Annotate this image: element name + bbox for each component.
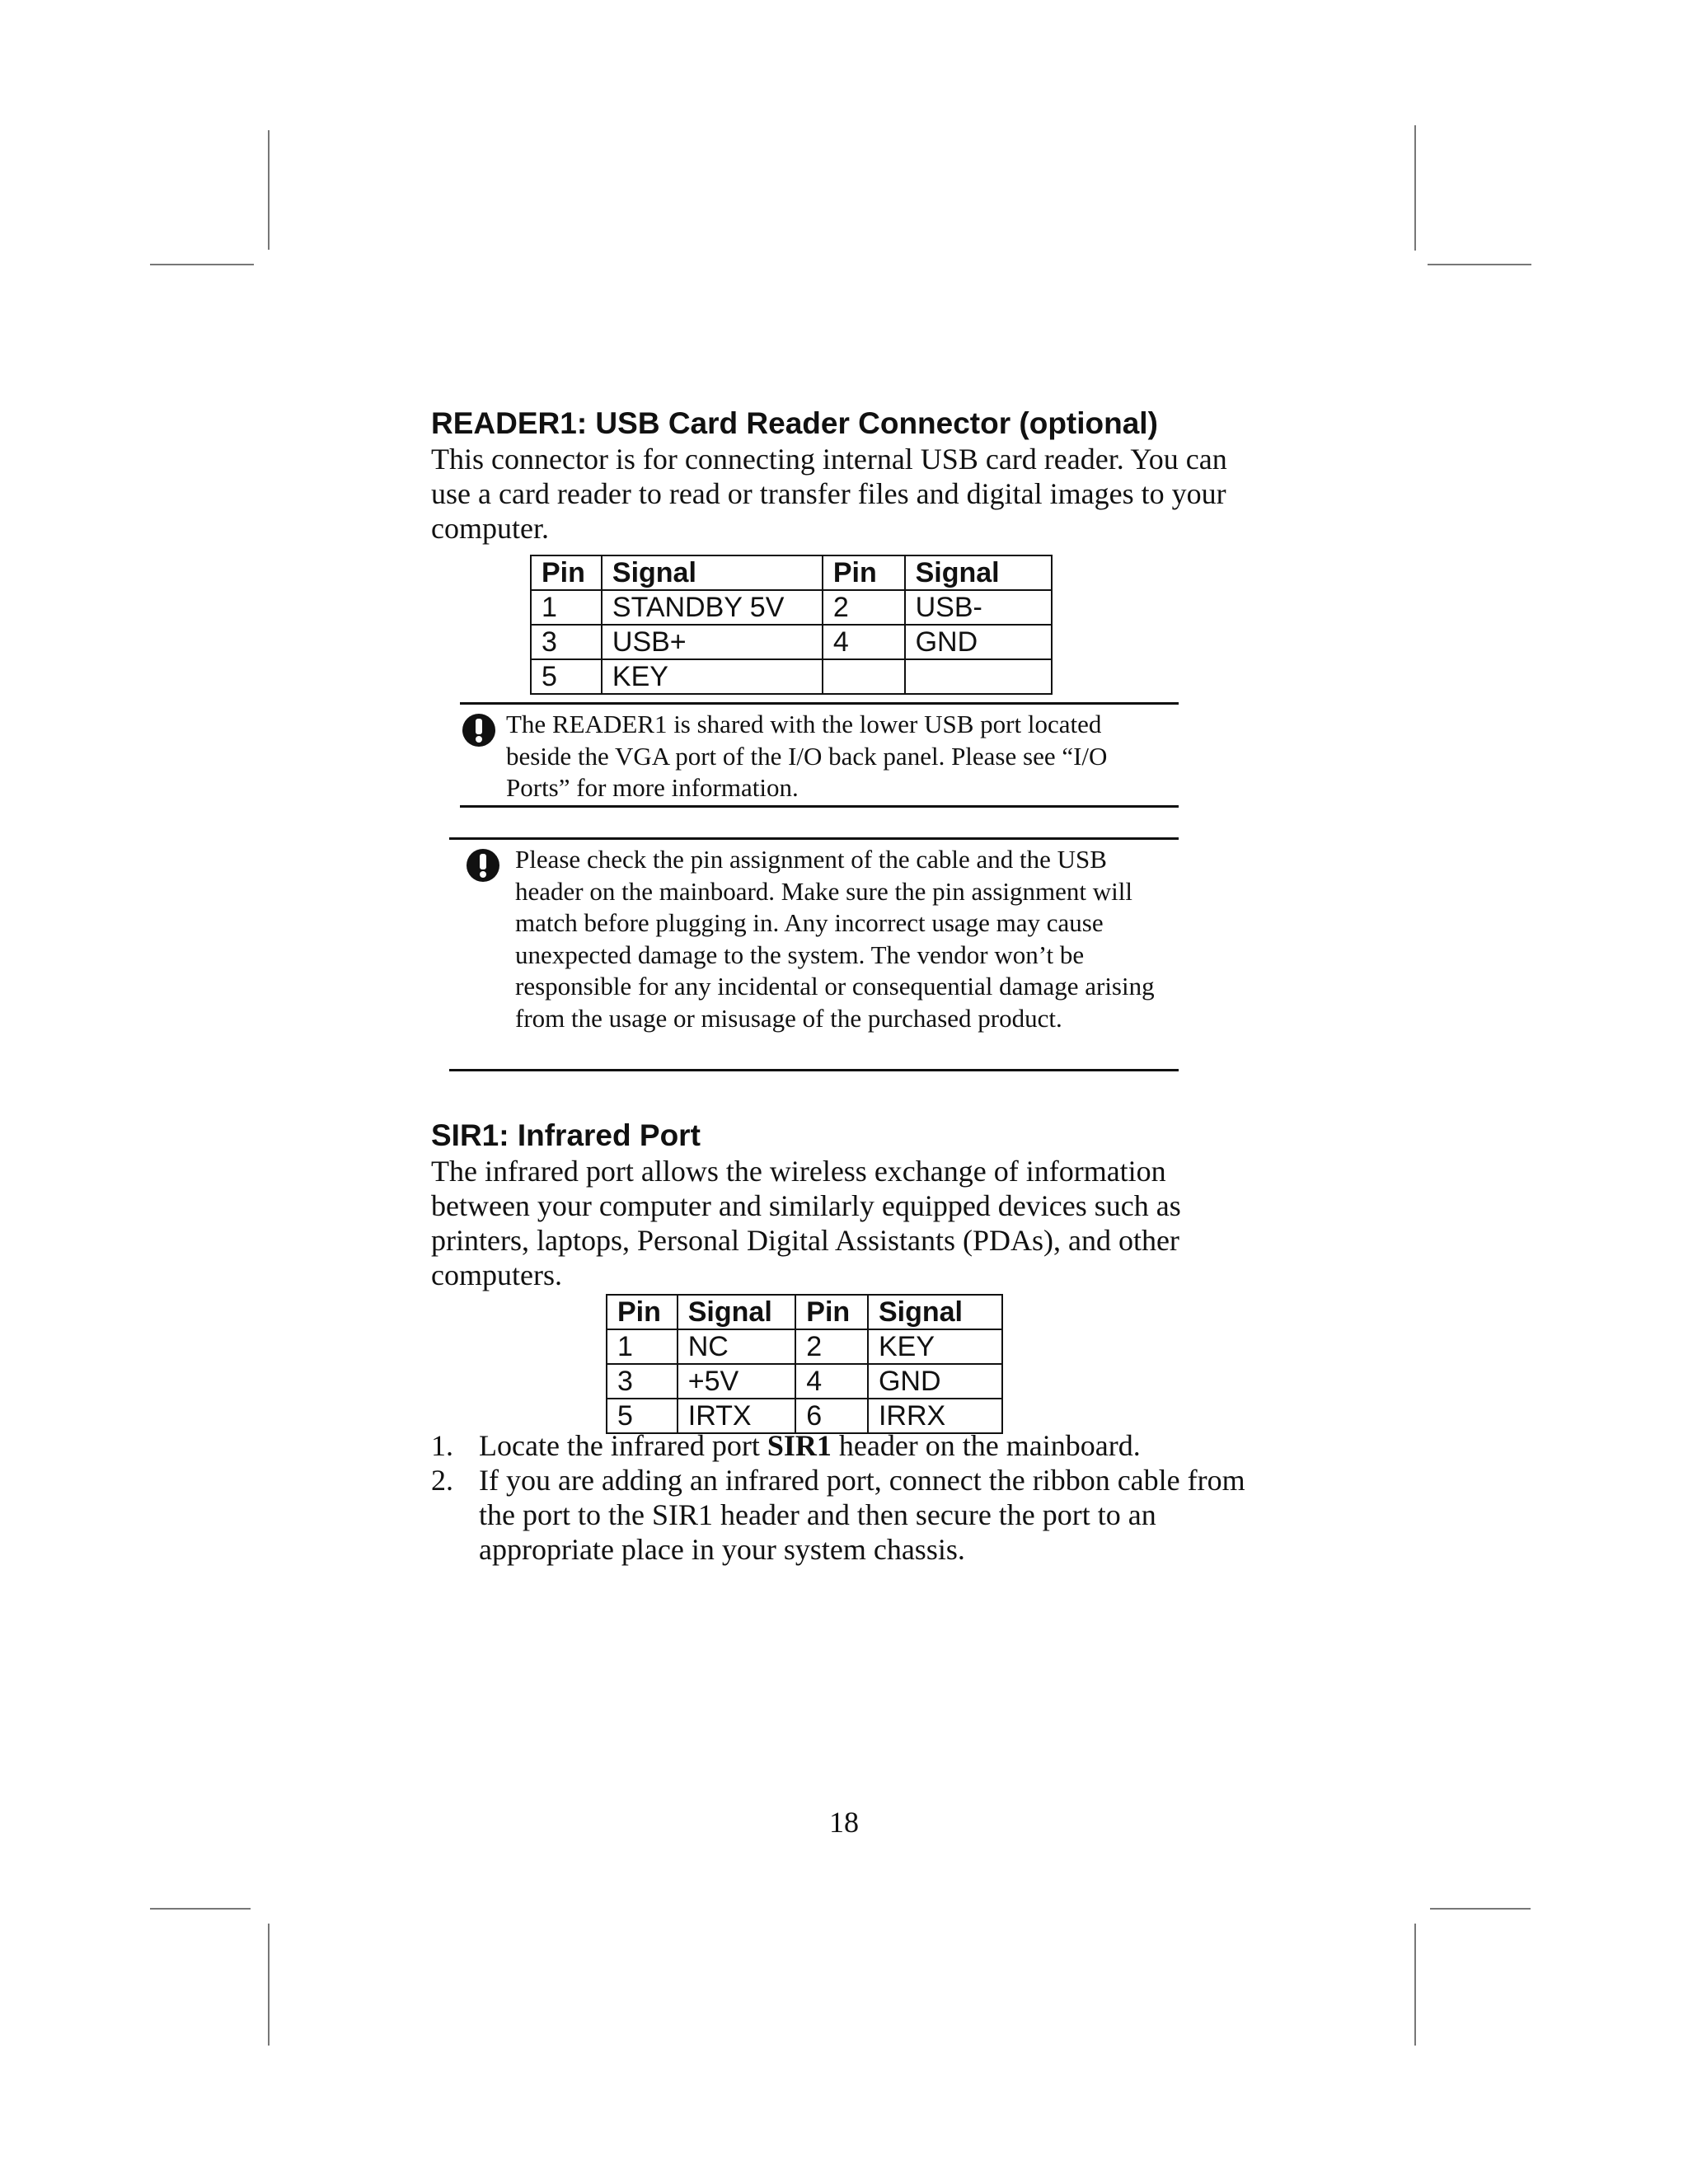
table-cell: KEY [602, 659, 823, 694]
table-cell: +5V [678, 1364, 796, 1399]
table-header-cell: Pin [823, 555, 905, 590]
crop-mark [1428, 264, 1531, 265]
table-row [531, 625, 1052, 659]
table-row [531, 659, 1052, 694]
crop-mark [268, 1924, 270, 2046]
list-item [431, 1428, 1255, 1463]
exclamation-icon [462, 713, 496, 748]
crop-mark [150, 264, 254, 265]
table-header-row [531, 555, 1052, 590]
step-text: If you are adding an infrared port, connect the ribbon cable from the port to the SIR1 header and then secure the port to an appropriate place in your system chassis. [479, 1464, 1245, 1566]
table-cell: 5 [531, 659, 602, 694]
crop-mark [150, 1908, 251, 1910]
note-text: The READER1 is shared with the lower USB port located beside the VGA port of the I/O back panel. Please see “I/O Ports” for more information. [506, 710, 1108, 802]
table-cell: 2 [823, 590, 905, 625]
crop-mark [268, 130, 270, 250]
table-cell: USB- [905, 590, 1052, 625]
table-cell [823, 659, 905, 694]
exclamation-icon [466, 848, 500, 883]
crop-mark [1414, 1924, 1416, 2046]
crop-mark [1414, 125, 1416, 251]
table-cell: USB+ [602, 625, 823, 659]
reader1-section [431, 405, 1255, 546]
table-cell: IRRX [868, 1399, 1002, 1433]
table-row [607, 1364, 1002, 1399]
table-cell: 1 [607, 1329, 678, 1364]
table-cell: 4 [795, 1364, 868, 1399]
table-cell: 3 [607, 1364, 678, 1399]
list-item [431, 1463, 1255, 1567]
note-text: Please check the pin assignment of the cable and the USB header on the mainboard. Make sure the pin assignment will match before plugging in. Any incorrect usage may cause unexpected damage to the system. The vendor won’t be responsible for any incidental or consequential damage arising from the usage or misusage of the purchased product. [515, 845, 1155, 1033]
table-cell: 2 [795, 1329, 868, 1364]
reader1-paragraph: This connector is for connecting internal USB card reader. You can use a card reader to read or transfer files and digital images to your computer. [431, 443, 1227, 545]
table-cell: 4 [823, 625, 905, 659]
table-cell: 6 [795, 1399, 868, 1433]
sir1-heading: SIR1: Infrared Port [431, 1118, 701, 1152]
table-cell: GND [905, 625, 1052, 659]
step-text: header on the mainboard. [831, 1429, 1141, 1462]
sir1-section [431, 1118, 1255, 1292]
table-header-cell: Pin [607, 1295, 678, 1329]
steps-list [431, 1428, 1255, 1567]
note-box [449, 837, 1179, 1071]
table-header-cell: Pin [795, 1295, 868, 1329]
table-cell: IRTX [678, 1399, 796, 1433]
crop-mark [1430, 1908, 1531, 1910]
table-cell: STANDBY 5V [602, 590, 823, 625]
table-header-cell: Signal [868, 1295, 1002, 1329]
list-number: 2. [431, 1464, 453, 1497]
table-header-cell: Signal [602, 555, 823, 590]
table-cell: 1 [531, 590, 602, 625]
table-cell: KEY [868, 1329, 1002, 1364]
table-cell [905, 659, 1052, 694]
table-header-cell: Signal [678, 1295, 796, 1329]
table-cell: GND [868, 1364, 1002, 1399]
page-number: 18 [829, 1806, 859, 1839]
sir1-pin-table [606, 1294, 1003, 1434]
table-cell: NC [678, 1329, 796, 1364]
note-box [460, 702, 1179, 808]
step-text: Locate the infrared port [479, 1429, 767, 1462]
step-text-bold: SIR1 [767, 1429, 832, 1462]
table-cell: 5 [607, 1399, 678, 1433]
list-number: 1. [431, 1429, 453, 1462]
table-cell: 3 [531, 625, 602, 659]
table-row [531, 590, 1052, 625]
table-header-cell: Signal [905, 555, 1052, 590]
reader1-heading: READER1: USB Card Reader Connector (optional) [431, 406, 1158, 440]
table-row [607, 1329, 1002, 1364]
table-header-row [607, 1295, 1002, 1329]
table-header-cell: Pin [531, 555, 602, 590]
sir1-paragraph: The infrared port allows the wireless exchange of information between your computer and similarly equipped devices such as printers, laptops, Personal Digital Assistants (PDAs), and other computers. [431, 1155, 1181, 1291]
reader1-pin-table [530, 555, 1053, 695]
